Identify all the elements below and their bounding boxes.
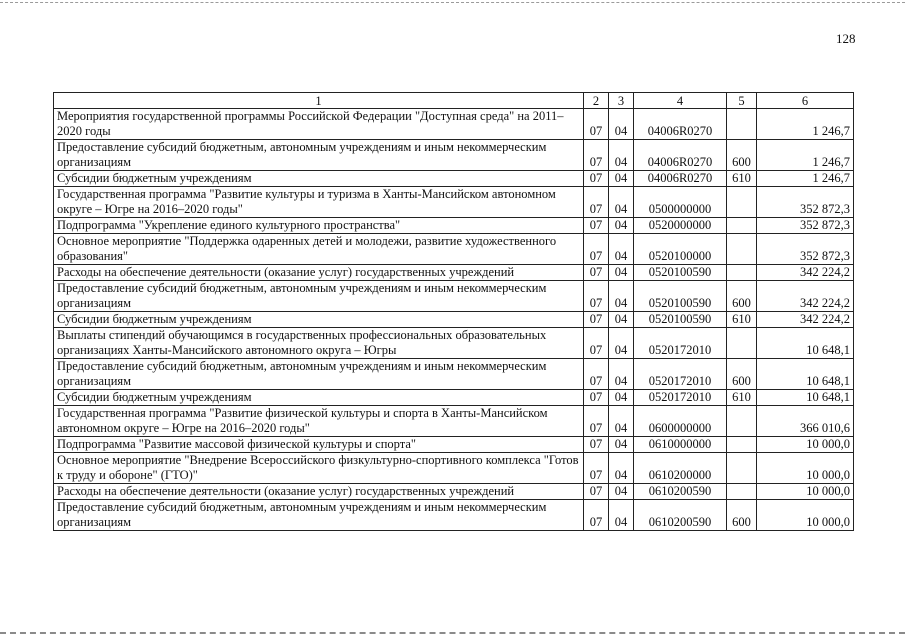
row-name-cell: Субсидии бюджетным учреждениям bbox=[54, 390, 584, 406]
row-amount-cell: 10 000,0 bbox=[757, 500, 854, 531]
header-cell: 2 bbox=[584, 93, 609, 109]
row-name-cell: Подпрограмма "Развитие массовой физической культуры и спорта" bbox=[54, 437, 584, 453]
row-subsection-cell: 04 bbox=[609, 500, 634, 531]
row-expense-type-cell bbox=[727, 484, 757, 500]
header-cell: 6 bbox=[757, 93, 854, 109]
row-expense-type-cell: 610 bbox=[727, 390, 757, 406]
row-section-cell: 07 bbox=[584, 265, 609, 281]
row-section-cell: 07 bbox=[584, 359, 609, 390]
row-subsection-cell: 04 bbox=[609, 265, 634, 281]
row-expense-type-cell: 600 bbox=[727, 281, 757, 312]
row-target-article-cell: 0520100590 bbox=[634, 312, 727, 328]
row-section-cell: 07 bbox=[584, 218, 609, 234]
row-expense-type-cell bbox=[727, 437, 757, 453]
row-subsection-cell: 04 bbox=[609, 328, 634, 359]
row-name-cell: Государственная программа "Развитие физической культуры и спорта в Ханты-Мансийском автономном округе – Югре на 2016–2020 годы" bbox=[54, 406, 584, 437]
header-cell: 3 bbox=[609, 93, 634, 109]
row-subsection-cell: 04 bbox=[609, 218, 634, 234]
row-subsection-cell: 04 bbox=[609, 437, 634, 453]
row-subsection-cell: 04 bbox=[609, 484, 634, 500]
row-subsection-cell: 04 bbox=[609, 140, 634, 171]
row-subsection-cell: 04 bbox=[609, 453, 634, 484]
row-expense-type-cell bbox=[727, 109, 757, 140]
table-row bbox=[54, 234, 854, 265]
table-row bbox=[54, 484, 854, 500]
row-amount-cell: 10 000,0 bbox=[757, 453, 854, 484]
row-target-article-cell: 0520100000 bbox=[634, 234, 727, 265]
row-section-cell: 07 bbox=[584, 187, 609, 218]
row-target-article-cell: 0520172010 bbox=[634, 328, 727, 359]
table-row bbox=[54, 500, 854, 531]
row-target-article-cell: 0610000000 bbox=[634, 437, 727, 453]
table-header-row bbox=[54, 93, 854, 109]
row-name-cell: Основное мероприятие "Поддержка одаренных детей и молодежи, развитие художественного образования" bbox=[54, 234, 584, 265]
row-subsection-cell: 04 bbox=[609, 171, 634, 187]
table-row bbox=[54, 312, 854, 328]
table-row bbox=[54, 109, 854, 140]
row-section-cell: 07 bbox=[584, 281, 609, 312]
row-subsection-cell: 04 bbox=[609, 359, 634, 390]
table-row bbox=[54, 140, 854, 171]
row-expense-type-cell bbox=[727, 406, 757, 437]
row-expense-type-cell: 600 bbox=[727, 140, 757, 171]
row-section-cell: 07 bbox=[584, 453, 609, 484]
row-name-cell: Подпрограмма "Укрепление единого культурного пространства" bbox=[54, 218, 584, 234]
row-amount-cell: 352 872,3 bbox=[757, 218, 854, 234]
row-expense-type-cell bbox=[727, 187, 757, 218]
row-name-cell: Субсидии бюджетным учреждениям bbox=[54, 312, 584, 328]
row-section-cell: 07 bbox=[584, 171, 609, 187]
row-amount-cell: 352 872,3 bbox=[757, 234, 854, 265]
row-target-article-cell: 0500000000 bbox=[634, 187, 727, 218]
row-name-cell: Предоставление субсидий бюджетным, автономным учреждениям и иным некоммерческим организациям bbox=[54, 281, 584, 312]
row-section-cell: 07 bbox=[584, 234, 609, 265]
row-expense-type-cell bbox=[727, 328, 757, 359]
row-name-cell: Выплаты стипендий обучающимся в государственных профессиональных образовательных организациях Ханты-Мансийского автономного округа – Югры bbox=[54, 328, 584, 359]
row-amount-cell: 342 224,2 bbox=[757, 312, 854, 328]
row-target-article-cell: 0610200000 bbox=[634, 453, 727, 484]
row-subsection-cell: 04 bbox=[609, 187, 634, 218]
row-section-cell: 07 bbox=[584, 484, 609, 500]
table-row bbox=[54, 265, 854, 281]
row-name-cell: Мероприятия государственной программы Российской Федерации "Доступная среда" на 2011–2020 годы bbox=[54, 109, 584, 140]
row-name-cell: Расходы на обеспечение деятельности (оказание услуг) государственных учреждений bbox=[54, 484, 584, 500]
row-amount-cell: 342 224,2 bbox=[757, 265, 854, 281]
row-subsection-cell: 04 bbox=[609, 109, 634, 140]
row-expense-type-cell: 610 bbox=[727, 312, 757, 328]
row-subsection-cell: 04 bbox=[609, 390, 634, 406]
row-name-cell: Предоставление субсидий бюджетным, автономным учреждениям и иным некоммерческим организациям bbox=[54, 500, 584, 531]
row-amount-cell: 1 246,7 bbox=[757, 140, 854, 171]
table-body bbox=[54, 93, 854, 531]
row-expense-type-cell: 610 bbox=[727, 171, 757, 187]
row-subsection-cell: 04 bbox=[609, 234, 634, 265]
table-row bbox=[54, 437, 854, 453]
row-target-article-cell: 0600000000 bbox=[634, 406, 727, 437]
row-amount-cell: 352 872,3 bbox=[757, 187, 854, 218]
row-target-article-cell: 0520100590 bbox=[634, 265, 727, 281]
row-section-cell: 07 bbox=[584, 312, 609, 328]
row-amount-cell: 10 648,1 bbox=[757, 390, 854, 406]
header-cell: 4 bbox=[634, 93, 727, 109]
row-amount-cell: 1 246,7 bbox=[757, 171, 854, 187]
table-row bbox=[54, 328, 854, 359]
row-expense-type-cell bbox=[727, 234, 757, 265]
header-cell: 1 bbox=[54, 93, 584, 109]
row-section-cell: 07 bbox=[584, 140, 609, 171]
row-section-cell: 07 bbox=[584, 390, 609, 406]
row-amount-cell: 366 010,6 bbox=[757, 406, 854, 437]
row-amount-cell: 10 000,0 bbox=[757, 437, 854, 453]
row-amount-cell: 10 648,1 bbox=[757, 328, 854, 359]
row-subsection-cell: 04 bbox=[609, 281, 634, 312]
scan-edge-top bbox=[0, 2, 905, 3]
row-expense-type-cell bbox=[727, 453, 757, 484]
row-target-article-cell: 0520172010 bbox=[634, 359, 727, 390]
row-section-cell: 07 bbox=[584, 437, 609, 453]
row-expense-type-cell bbox=[727, 265, 757, 281]
budget-table bbox=[53, 92, 854, 531]
scan-edge-bottom bbox=[0, 632, 905, 634]
table-row bbox=[54, 281, 854, 312]
row-target-article-cell: 04006R0270 bbox=[634, 140, 727, 171]
row-expense-type-cell bbox=[727, 218, 757, 234]
row-target-article-cell: 0610200590 bbox=[634, 484, 727, 500]
table-row bbox=[54, 171, 854, 187]
page-number: 128 bbox=[836, 31, 856, 46]
row-subsection-cell: 04 bbox=[609, 312, 634, 328]
row-name-cell: Основное мероприятие "Внедрение Всероссийского физкультурно-спортивного комплекса "Готов к труду и обороне" (ГТО)" bbox=[54, 453, 584, 484]
row-name-cell: Государственная программа "Развитие культуры и туризма в Ханты-Мансийском автономном округе – Югре на 2016–2020 годы" bbox=[54, 187, 584, 218]
row-target-article-cell: 04006R0270 bbox=[634, 109, 727, 140]
row-target-article-cell: 0520000000 bbox=[634, 218, 727, 234]
table-row bbox=[54, 453, 854, 484]
row-name-cell: Расходы на обеспечение деятельности (оказание услуг) государственных учреждений bbox=[54, 265, 584, 281]
row-name-cell: Предоставление субсидий бюджетным, автономным учреждениям и иным некоммерческим организациям bbox=[54, 140, 584, 171]
table-row bbox=[54, 359, 854, 390]
row-target-article-cell: 04006R0270 bbox=[634, 171, 727, 187]
row-amount-cell: 1 246,7 bbox=[757, 109, 854, 140]
row-amount-cell: 10 648,1 bbox=[757, 359, 854, 390]
row-section-cell: 07 bbox=[584, 328, 609, 359]
row-section-cell: 07 bbox=[584, 500, 609, 531]
table-row bbox=[54, 406, 854, 437]
row-name-cell: Субсидии бюджетным учреждениям bbox=[54, 171, 584, 187]
row-amount-cell: 10 000,0 bbox=[757, 484, 854, 500]
table-row bbox=[54, 187, 854, 218]
row-section-cell: 07 bbox=[584, 406, 609, 437]
row-target-article-cell: 0520100590 bbox=[634, 281, 727, 312]
table-row bbox=[54, 390, 854, 406]
row-section-cell: 07 bbox=[584, 109, 609, 140]
row-target-article-cell: 0610200590 bbox=[634, 500, 727, 531]
row-expense-type-cell: 600 bbox=[727, 359, 757, 390]
table-row bbox=[54, 218, 854, 234]
row-target-article-cell: 0520172010 bbox=[634, 390, 727, 406]
row-expense-type-cell: 600 bbox=[727, 500, 757, 531]
row-subsection-cell: 04 bbox=[609, 406, 634, 437]
header-cell: 5 bbox=[727, 93, 757, 109]
row-amount-cell: 342 224,2 bbox=[757, 281, 854, 312]
row-name-cell: Предоставление субсидий бюджетным, автономным учреждениям и иным некоммерческим организациям bbox=[54, 359, 584, 390]
